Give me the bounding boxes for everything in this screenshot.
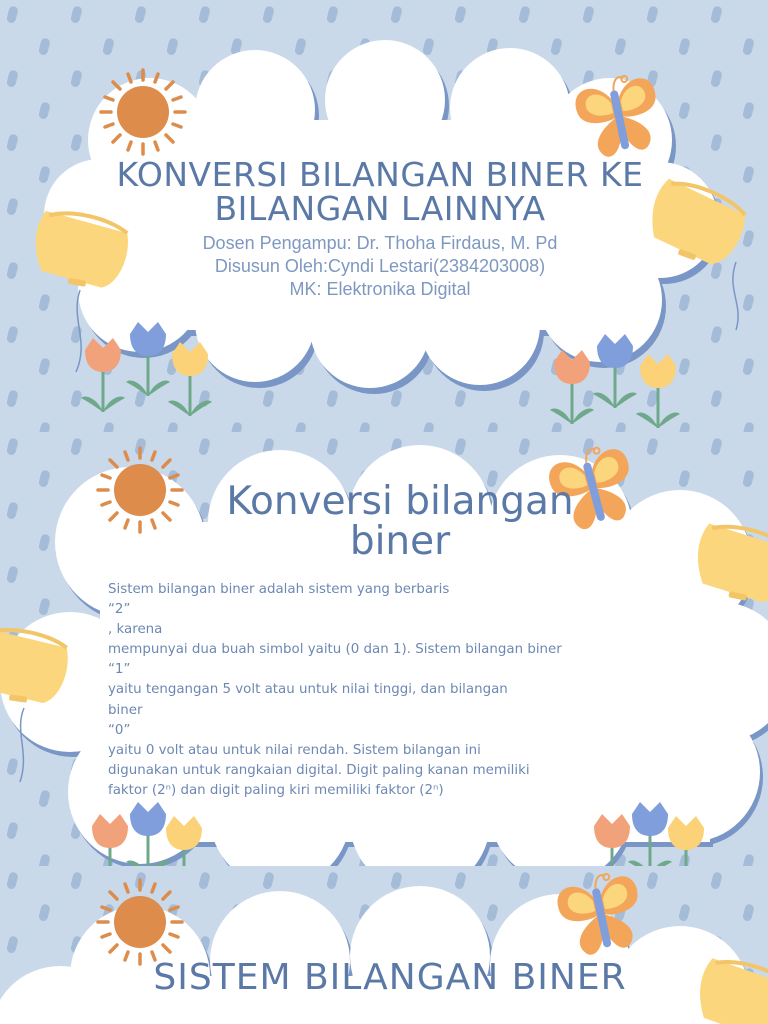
title-line: biner — [349, 519, 451, 564]
title-slide — [0, 0, 768, 432]
body-line: “2” — [108, 602, 131, 618]
body-line: digunakan untuk rangkaian digital. Digit paling kanan memiliki — [108, 762, 530, 778]
author-text: Disusun Oleh:Cyndi Lestari(2384203008) — [214, 256, 546, 276]
body-line: Sistem bilangan biner adalah sistem yang berbaris — [108, 582, 450, 597]
slide-title — [150, 479, 650, 564]
slide-title: SISTEM BILANGAN BINER — [153, 957, 627, 998]
third-slide — [0, 866, 768, 1024]
body-line: mempunyai dua buah simbol yaitu (0 dan 1). Sistem bilangan biner — [108, 642, 562, 658]
body-line: “1” — [108, 662, 131, 678]
title-line: BILANGAN LAINNYA — [214, 189, 546, 228]
slide-background — [0, 866, 768, 1024]
course-text: MK: Elektronika Digital — [289, 279, 471, 299]
lecturer-text: Dosen Pengampu: Dr. Thoha Firdaus, M. Pd — [202, 233, 558, 253]
body-line: “0” — [108, 722, 131, 738]
body-line: faktor (2ⁿ) dan digit paling kiri memiliki faktor (2ⁿ) — [108, 782, 444, 798]
slide-subtitle — [130, 232, 630, 301]
slide-title — [60, 155, 700, 228]
body-line: yaitu 0 volt atau untuk nilai rendah. Sistem bilangan ini — [108, 742, 481, 758]
slide-body — [108, 580, 608, 801]
title-line: KONVERSI BILANGAN BINER KE — [116, 155, 644, 194]
body-line: , karena — [108, 622, 163, 638]
body-line: biner — [108, 702, 143, 718]
body-line: yaitu tengangan 5 volt atau untuk nilai tinggi, dan bilangan — [108, 682, 508, 698]
content-slide — [0, 432, 768, 866]
title-line: Konversi bilangan — [226, 479, 574, 524]
